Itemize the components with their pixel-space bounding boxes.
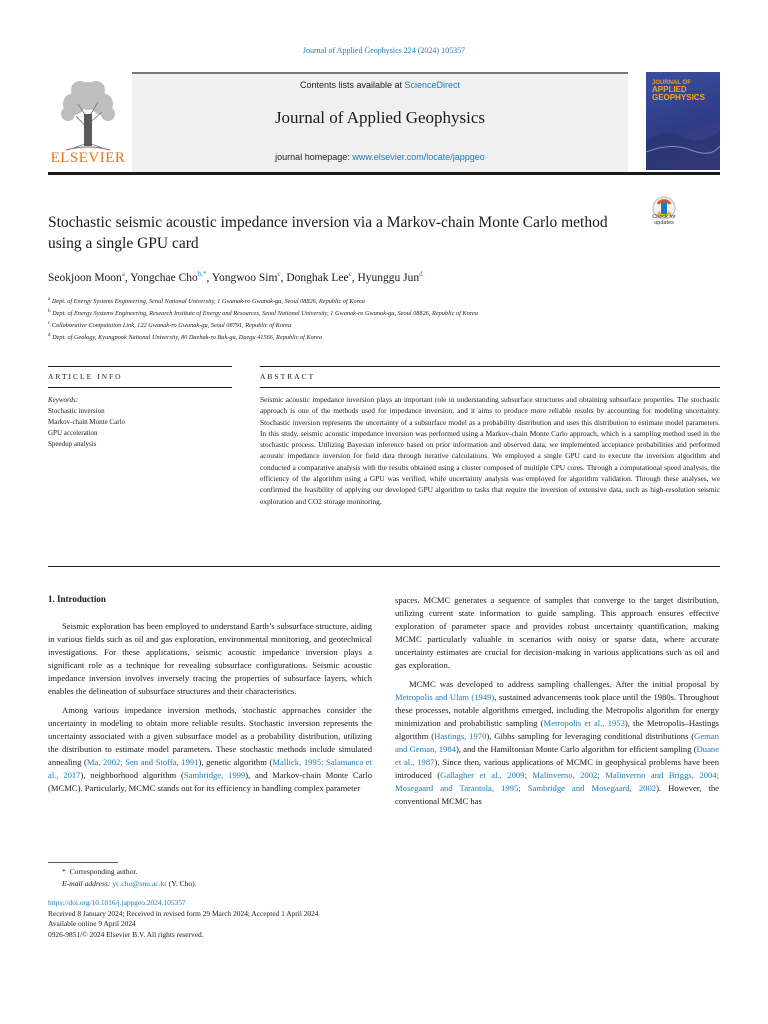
journal-homepage-link[interactable]: www.elsevier.com/locate/jappgeo xyxy=(352,152,485,162)
author-affiliation-marker[interactable]: b,* xyxy=(197,270,207,278)
text-run: ), and the Hamiltonian Monte Carlo algorithm for efficient sampling ( xyxy=(455,744,697,754)
author-list: Seokjoon Moon$^a$, Yongchae Cho$^{b,*}$, Yongwoo Sim$^c$, Donghak Lee$^c$, Hyunggu Jun$^d$ xyxy=(48,270,423,284)
journal-citation-link[interactable]: Journal of Applied Geophysics 224 (2024) 105357 xyxy=(302,46,466,55)
email-label: E-mail address: xyxy=(62,879,113,888)
keyword: Stochastic inversion xyxy=(48,407,105,415)
footnote-rule xyxy=(48,862,118,863)
keyword: GPU acceleration xyxy=(48,429,98,437)
citation-link[interactable]: Geman and Geman, 1984 xyxy=(395,731,719,754)
cover-line-3: GEOPHYSICS xyxy=(652,93,705,102)
homepage-prefix: journal homepage: xyxy=(275,152,353,162)
text-run: Among various impedance inversion methods, stochastic approaches consider the uncertainty in modeling to obtain more reliable results. Stochastic inversion represents the uncertainty associated with a given subsurface model as a probability distribution, utilizing the distribution to estimate model parameters. These stochastic methods include simulated annealing ( xyxy=(48,705,372,767)
author-affiliation-marker[interactable]: d xyxy=(419,270,423,278)
citation-link[interactable]: Duane et al., 1987 xyxy=(395,744,720,767)
text-run: ), genetic algorithm ( xyxy=(198,757,273,767)
received-dates: Received 8 January 2024; Received in revised form 29 March 2024; Accepted 1 April 2024 xyxy=(48,908,319,918)
email-link[interactable]: yc.cho@snu.ac.kr xyxy=(112,879,167,888)
keyword: Markov-chain Monte Carlo xyxy=(48,418,125,426)
citation-link[interactable]: Mallick, 1995; Salamanca et al., 2017 xyxy=(48,757,373,780)
corresponding-author-note: * Corresponding author. xyxy=(62,867,138,876)
affiliation-marker: d xyxy=(48,333,51,339)
author-name[interactable]: Hyunggu Jun xyxy=(357,271,420,284)
affiliation-text: Collaborative Computation Link, 122 Gwanak-ro Gwanak-gu, Seoul 08791, Republic of Korea xyxy=(51,322,292,330)
citation-link[interactable]: Metropolis et al., 1953 xyxy=(543,718,625,728)
abstract-rule-top xyxy=(260,366,720,367)
citation-link[interactable]: Metropolis and Ulam (1949) xyxy=(395,692,495,702)
text-run: ). However, the conventional MCMC has xyxy=(395,783,719,806)
keywords-block xyxy=(48,395,228,450)
check-label-line2: updates xyxy=(654,220,674,226)
citation-link[interactable]: Ma, 2002; Sen and Stoffa, 1991 xyxy=(86,757,199,767)
abstract-text: Seismic acoustic impedance inversion plays an important role in understanding subsurface structures and obtaining subsurface properties. The stochastic approach is one of the methods used for impedance inversion, and it aims to produce more reliable results by accounting for modeling uncertainty. Stochastic inversion represents the uncertainty of a subsurface model as a probability distribution and uses this distribution to estimate model parameters. In this study, seismic acoustic impedance inversion was performed using a Markov-chain Monte Carlo approach, which is a sampling method used in the stochastic process. Utilizing Bayesian inference based on prior information and observed data, we implemented acceptance probabilities and performed acoustic impedance inversion for field data through iterative calculations. We employed a single GPU card to execute the inversion algorithm and conducted a comparative analysis with the results obtained using a cluster composed of multiple CPU cores. Through a computational speed analysis, the efficiency of the algorithm using a GPU was verified, while uncertainty analysis was employed for algorithm validation. Through these analyses, we confirmed the feasibility of applying our developed GPU algorithm to tasks that require the inversion of extensive data, such as high-resolution seismic exploration and CO2 storage monitoring. xyxy=(260,395,720,506)
affiliation xyxy=(48,295,728,307)
keyword: Speedup analysis xyxy=(48,440,97,448)
cover-line-1: JOURNAL OF xyxy=(652,80,691,86)
section-heading-introduction: 1. Introduction xyxy=(48,594,106,604)
email-note xyxy=(48,878,448,890)
masthead-rule xyxy=(48,172,720,175)
intro-paragraph-1: Seismic exploration has been employed to understand Earth’s subsurface structure, aiding in various fields such as oil and gas exploration, environmental monitoring, and geotechnical investigations. For these applications, seismic acoustic impedance inversion plays a significant role as a technique for revealing subsurface configurations. Seismic acoustic impedance inversion involves inversely tracing the properties of subsurface layers, which enables the delineation of subsurface structures and their characteristics. xyxy=(48,621,372,696)
affiliation-text: Dept. of Energy Systems Engineering, Seoul National University, 1 Gwanak-ro Gwanak-gu, Seoul 08826, Republic of Korea xyxy=(51,298,365,306)
journal-name: Journal of Applied Geophysics xyxy=(274,108,486,127)
text-run: MCMC was developed to address sampling challenges. After the initial proposal by xyxy=(409,679,719,689)
affiliation-text: Dept. of Energy Systems Engineering, Research Institute of Energy and Resources, Seoul National University, 1 Gwanak-ro Gwanak-gu, Seoul 08826, Republic of Korea xyxy=(52,310,478,318)
sciencedirect-link[interactable]: ScienceDirect xyxy=(404,80,461,90)
affiliation-list xyxy=(48,295,728,343)
abstract-heading: ABSTRACT xyxy=(260,372,316,381)
abstract-rule xyxy=(260,387,720,388)
footnotes xyxy=(48,866,448,890)
keywords-label: Keywords: xyxy=(48,396,79,404)
text-run: ). Since then, various applications of MCMC in geophysical problems have been introduced ( xyxy=(395,757,719,780)
cover-artwork xyxy=(646,72,720,170)
author-affiliation-marker[interactable]: c xyxy=(348,270,352,278)
article-info-rule-top xyxy=(48,366,232,367)
copyright: 0926-9851/© 2024 Elsevier B.V. All rights reserved. xyxy=(48,929,204,939)
author-name[interactable]: Seokjoon Moon xyxy=(48,271,122,284)
affiliation xyxy=(48,319,728,331)
contents-prefix: Contents lists available at xyxy=(299,80,405,90)
text-run: ), and Markov-chain Monte Carlo (MCMC). Particularly, MCMC stands out for its efficiency in handling complex parameter xyxy=(48,770,373,793)
author-name[interactable]: Yongwoo Sim xyxy=(211,271,278,284)
text-run: , sustained advancements took place until the 1980s. Throughout these processes, notable algorithms emerged, including the Metropolis algorithm for energy minimization and probabilistic sampling ( xyxy=(395,692,719,728)
author-name[interactable]: Yongchae Cho xyxy=(130,271,198,284)
affiliation xyxy=(48,331,728,343)
cover-line-2: APPLIED xyxy=(652,85,687,94)
contents-line xyxy=(132,80,628,90)
author-name[interactable]: Donghak Lee xyxy=(286,271,349,284)
check-for-updates-label[interactable] xyxy=(640,214,688,226)
article-title: Stochastic seismic acoustic impedance inversion via a Markov-chain Monte Carlo method using a single GPU card xyxy=(48,214,608,252)
email-suffix: (Y. Cho). xyxy=(166,879,197,888)
text-run: ), Gibbs sampling for leveraging conditional distributions ( xyxy=(486,731,695,741)
publication-info xyxy=(48,898,448,940)
intro-paragraph-3 xyxy=(395,678,719,808)
online-date: Available online 9 April 2024 xyxy=(48,919,136,928)
citation-link[interactable]: Hastings, 1970 xyxy=(434,731,487,741)
article-info-heading: ARTICLE INFO xyxy=(48,372,123,381)
article-info-rule xyxy=(48,387,232,388)
right-column xyxy=(395,594,719,808)
affiliation xyxy=(48,307,728,319)
doi-link[interactable]: https://doi.org/10.1016/j.jappgeo.2024.105357 xyxy=(48,898,186,907)
intro-paragraph-continued: spaces. MCMC generates a sequence of samples that converge to the target distribution, utilizing current state information to guide sampling. This approach ensures effective exploration of parameter space and provides robust uncertainty quantification, making MCMC particularly valuable in scenarios with noisy or sparse data, where accurate uncertainty estimates are crucial for decision-making in various applications such as oil and gas exploration. xyxy=(395,595,719,670)
journal-cover-image xyxy=(646,72,720,170)
check-label-line1: Check for xyxy=(652,214,676,220)
left-column xyxy=(48,620,372,795)
affiliation-marker: a xyxy=(48,297,51,302)
intro-paragraph-2 xyxy=(48,704,372,795)
homepage-line xyxy=(132,152,628,162)
corresponding-text: Corresponding author. xyxy=(69,867,138,876)
affiliation-text: Dept. of Geology, Kyungpook National University, 80 Daehak-ro Buk-gu, Daegu 41566, Republic of Korea xyxy=(52,334,322,342)
citation-link[interactable]: Sambridge, 1999 xyxy=(183,770,246,780)
citation-link[interactable]: Gallagher et al., 2009; Malinverno, 2002; Malinverno and Briggs, 2004; Mosegaard and Tarantola, 1995; Sambridge and Mosegaard, 2002 xyxy=(395,770,719,793)
text-run: ), the Metropolis–Hastings algorithm ( xyxy=(395,718,719,741)
text-run: ), neighborhood algorithm ( xyxy=(80,770,184,780)
author-affiliation-marker[interactable]: a xyxy=(121,270,125,278)
abstract-rule-bottom xyxy=(48,566,720,567)
affiliation-marker: c xyxy=(48,321,51,327)
author-affiliation-marker[interactable]: c xyxy=(277,270,281,278)
elsevier-wordmark: ELSEVIER xyxy=(50,150,126,166)
affiliation-marker: b xyxy=(48,309,51,315)
